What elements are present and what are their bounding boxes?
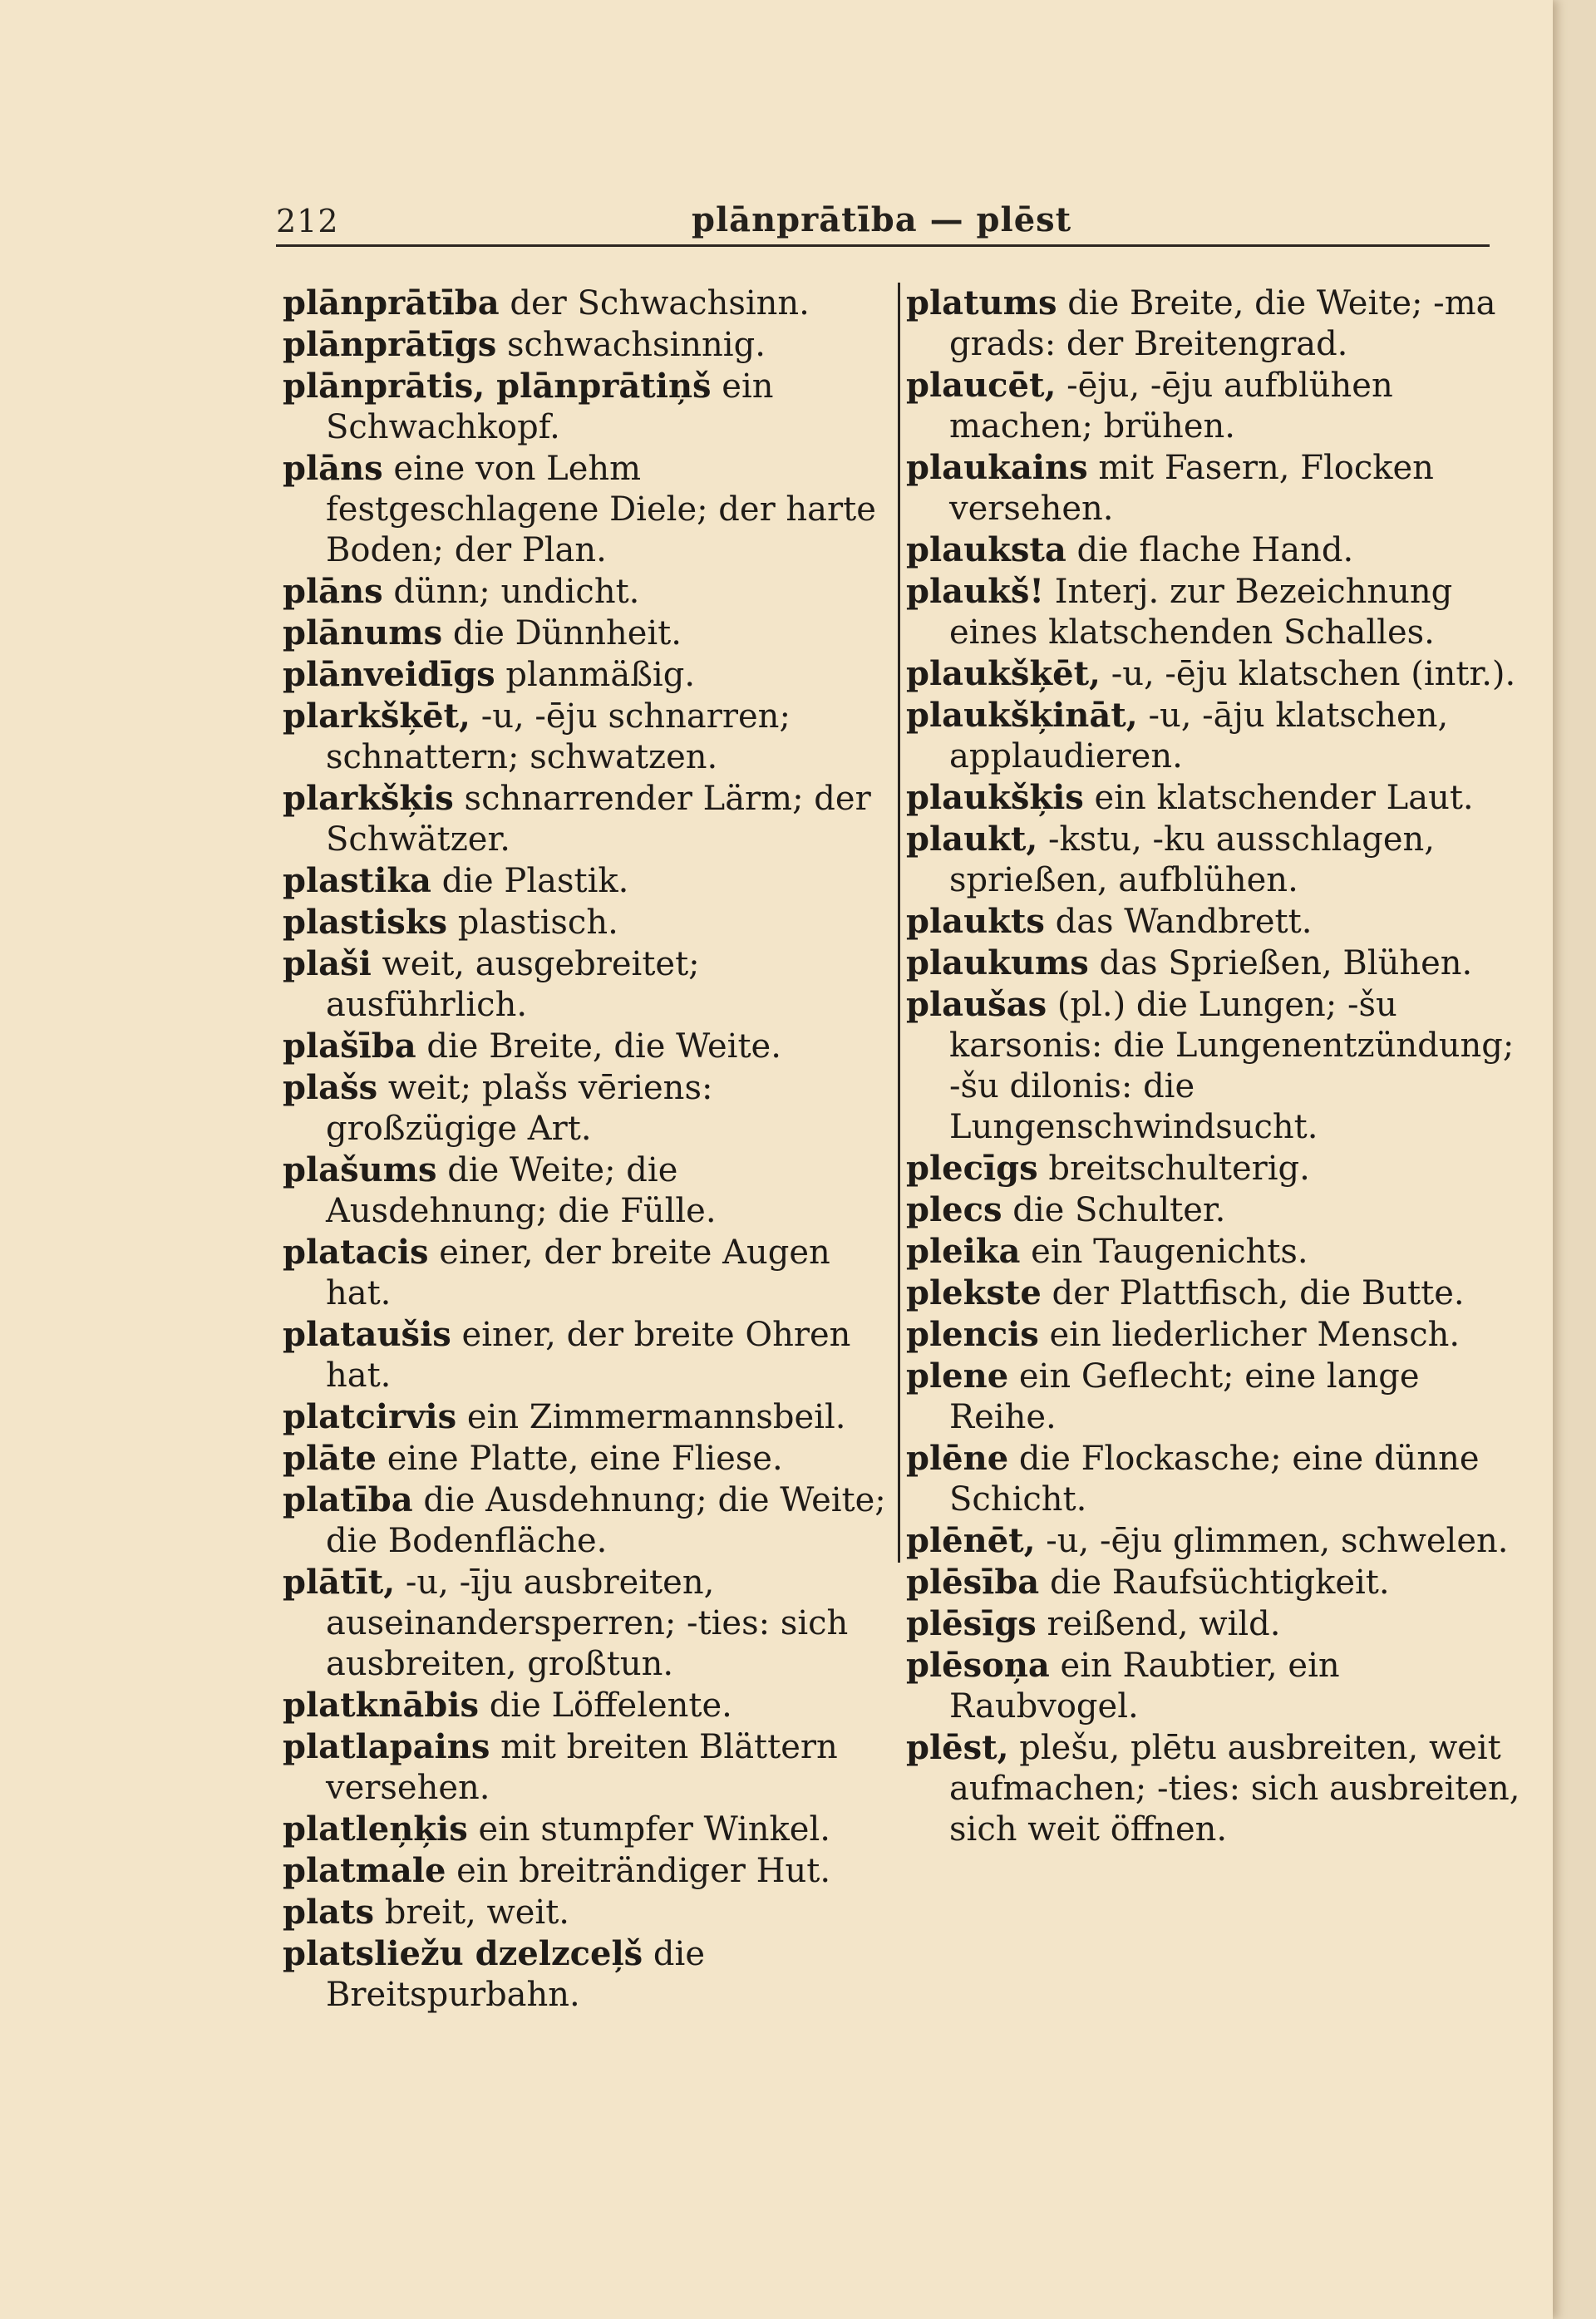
entry-definition: mit Fasern, Flocken versehen. [949,449,1434,528]
dictionary-entry [906,1562,1521,1603]
entry-headword: plēst, [906,1728,1009,1767]
entry-definition: -u, -ēju klatschen (intr.). [1111,655,1516,693]
entry-definition: die Ausdehnung; die Weite; die Bodenfläche. [326,1481,886,1560]
dictionary-entry [283,1850,889,1892]
entry-headword: plaukš! [906,572,1044,611]
entry-definition: das Wandbrett. [1055,903,1313,941]
entry-definition: ein Zimmermannsbeil. [466,1398,846,1436]
running-head: plānprātība — plēst [692,200,1072,239]
entry-definition: -kstu, -ku ausschlagen, sprießen, aufblühen. [949,820,1435,899]
column-divider [898,283,900,1563]
dictionary-entry [283,283,889,324]
entry-definition: reißend, wild. [1047,1605,1281,1643]
dictionary-entry [283,1480,889,1562]
right-column [906,283,1521,1850]
dictionary-entry [283,1892,889,1933]
entry-headword: plānprātība [283,283,500,322]
entry-definition: ein Taugenichts. [1031,1233,1308,1271]
dictionary-entry [283,1232,889,1314]
entry-headword: plēne [906,1439,1009,1478]
dictionary-entry [906,365,1521,447]
dictionary-entry [906,1231,1521,1273]
entry-definition: die Weite; die Ausdehnung; die Fülle. [326,1151,717,1230]
entry-headword: plaukšķināt, [906,696,1138,735]
entry-definition: die Dünnheit. [452,614,682,652]
entry-definition: eine Platte, eine Fliese. [387,1440,783,1478]
entry-definition: plastisch. [457,903,618,942]
dictionary-entry [906,1273,1521,1314]
entry-headword: plekste [906,1273,1042,1312]
entry-headword: platmale [283,1851,446,1890]
entry-headword: plaši [283,944,372,983]
entry-headword: plastika [283,861,431,900]
entry-headword: platums [906,283,1057,322]
dictionary-entry [906,447,1521,529]
dictionary-entry [283,1933,889,2016]
entry-headword: plarkšķis [283,779,454,818]
entry-definition: die Breite, die Weite; -ma grads: der Breitengrad. [949,284,1496,363]
entry-definition: schwachsinnig. [507,326,766,364]
dictionary-entry [283,654,889,696]
entry-headword: plašums [283,1150,437,1189]
entry-headword: plāns [283,449,383,488]
left-column [283,283,889,2016]
entry-headword: plats [283,1893,375,1932]
entry-headword: plauksta [906,530,1066,569]
entry-headword: plaukšķēt, [906,654,1101,693]
entry-definition: eine von Lehm festgeschlagene Diele; der harte Boden; der Plan. [326,450,876,569]
entry-definition: die flache Hand. [1076,531,1354,569]
dictionary-entry [906,901,1521,943]
entry-definition: ein breiträndiger Hut. [456,1852,831,1890]
entry-definition: -ēju, -ēju aufblühen machen; brühen. [949,367,1393,446]
dictionary-entry [283,1314,889,1396]
entry-headword: platsliežu dzelzceļš [283,1934,643,1973]
entry-definition: (pl.) die Lungen; -šu karsonis: die Lungenentzündung; -šu dilonis: die Lungenschwindsucht. [949,986,1515,1146]
entry-definition: die Raufsüchtigkeit. [1049,1563,1390,1602]
entry-definition: dünn; undicht. [393,573,640,611]
dictionary-entry [283,1562,889,1685]
dictionary-entry [283,902,889,943]
entry-headword: plaukšķis [906,778,1084,817]
entry-definition: ein Raubtier, ein Raubvogel. [949,1647,1340,1726]
dictionary-entry [906,1727,1521,1850]
entry-definition: -u, -ēju glimmen, schwelen. [1046,1522,1509,1560]
dictionary-entry [906,777,1521,819]
dictionary-entry [283,1438,889,1480]
entry-headword: plencis [906,1315,1039,1354]
dictionary-entry [283,778,889,860]
entry-headword: plarkšķēt, [283,697,470,736]
entry-headword: plānprātīgs [283,325,497,364]
entry-definition: schnarrender Lärm; der Schwätzer. [326,780,871,859]
entry-headword: plāns [283,572,383,611]
dictionary-entry [283,366,889,448]
entry-definition: ein liederlicher Mensch. [1049,1316,1461,1354]
dictionary-entry [906,1356,1521,1438]
entry-headword: plānveidīgs [283,655,495,694]
dictionary-entry [906,571,1521,653]
entry-headword: plaukt, [906,820,1038,859]
entry-definition: weit, ausgebreitet; ausführlich. [326,945,700,1024]
entry-definition: ein klatschender Laut. [1094,779,1474,817]
entry-definition: ein Geflecht; eine lange Reihe. [949,1357,1420,1436]
dictionary-entry [906,943,1521,984]
dictionary-entry [283,696,889,778]
entry-definition: -u, -īju ausbreiten, auseinandersperren; -ties: sich ausbreiten, großtun. [326,1563,849,1683]
entry-headword: plaucēt, [906,366,1057,405]
dictionary-entry [906,1520,1521,1562]
dictionary-entry [283,943,889,1026]
entry-definition: einer, der breite Ohren hat. [326,1316,851,1395]
dictionary-entry [283,1150,889,1232]
entry-headword: platība [283,1480,413,1519]
dictionary-entry [906,1438,1521,1520]
dictionary-entry [283,1726,889,1809]
entry-headword: plašība [283,1027,416,1066]
entry-headword: plānprātis, plānprātiņš [283,367,712,406]
dictionary-entry [906,1603,1521,1645]
entry-definition: der Schwachsinn. [510,284,810,322]
entry-headword: platlapains [283,1727,490,1766]
dictionary-entry [283,571,889,613]
dictionary-entry [283,1809,889,1850]
dictionary-entry [906,1189,1521,1231]
dictionary-entry [283,1685,889,1726]
entry-definition: weit; plašs vēriens: großzügige Art. [326,1069,713,1148]
entry-headword: plašs [283,1068,378,1107]
dictionary-entry [906,283,1521,365]
dictionary-entry [906,695,1521,777]
entry-definition: -u, -ēju schnarren; schnattern; schwatzen. [326,697,791,776]
entry-headword: plaukains [906,448,1088,487]
dictionary-entry [283,860,889,902]
entry-headword: plaukums [906,943,1089,982]
entry-definition: ein Schwachkopf. [326,367,774,446]
entry-headword: plaukts [906,902,1045,941]
entry-definition: plešu, plētu ausbreiten, weit aufmachen; -ties: sich ausbreiten, sich weit öffnen. [949,1729,1520,1849]
entry-definition: -u, -āju klatschen, applaudieren. [949,697,1449,775]
entry-headword: plātīt, [283,1563,396,1602]
dictionary-entry [906,1148,1521,1189]
entry-headword: plāte [283,1439,377,1478]
dictionary-entry [283,1396,889,1438]
entry-headword: platknābis [283,1686,479,1725]
dictionary-entry [906,1314,1521,1356]
dictionary-entry [283,613,889,654]
entry-definition: planmäßig. [505,656,696,694]
entry-definition: die Breite, die Weite. [426,1027,781,1066]
entry-definition: die Schulter. [1012,1191,1226,1229]
dictionary-entry [906,1645,1521,1727]
entry-definition: die Flockasche; eine dünne Schicht. [949,1440,1480,1519]
dictionary-entry [906,653,1521,695]
entry-definition: die Plastik. [441,862,629,900]
entry-headword: plēsība [906,1563,1040,1602]
entry-headword: plene [906,1356,1009,1396]
entry-definition: Interj. zur Bezeichnung eines klatschenden Schalles. [949,573,1453,652]
entry-headword: platleņķis [283,1809,468,1849]
entry-headword: plaušas [906,985,1047,1024]
entry-definition: mit breiten Blättern versehen. [326,1728,838,1807]
entry-definition: die Breitspurbahn. [326,1935,705,2014]
entry-definition: breitschulterig. [1048,1150,1310,1188]
entry-headword: plecīgs [906,1149,1038,1188]
entry-definition: breit, weit. [384,1893,569,1932]
entry-headword: plēsoņa [906,1646,1050,1685]
entry-definition: das Sprießen, Blühen. [1099,944,1473,982]
entry-headword: plastisks [283,903,448,942]
dictionary-entry [283,324,889,366]
entry-headword: plēsīgs [906,1604,1037,1643]
dictionary-entry [906,984,1521,1148]
dictionary-entry [283,1026,889,1067]
entry-headword: plecs [906,1190,1002,1229]
entry-headword: plataušis [283,1315,451,1354]
entry-headword: plēnēt, [906,1521,1036,1560]
dictionary-entry [906,819,1521,901]
entry-headword: plānums [283,613,443,652]
entry-definition: ein stumpfer Winkel. [478,1810,830,1849]
entry-headword: pleika [906,1232,1021,1271]
dictionary-entry [906,529,1521,571]
entry-headword: platacis [283,1233,429,1272]
entry-definition: einer, der breite Augen hat. [326,1233,830,1312]
page-number: 212 [276,203,339,239]
entry-definition: die Löffelente. [489,1686,732,1725]
dictionary-entry [283,1067,889,1150]
entry-definition: der Plattfisch, die Butte. [1052,1274,1465,1312]
entry-headword: platcirvis [283,1397,457,1436]
dictionary-entry [283,448,889,571]
page-header [276,193,1490,247]
